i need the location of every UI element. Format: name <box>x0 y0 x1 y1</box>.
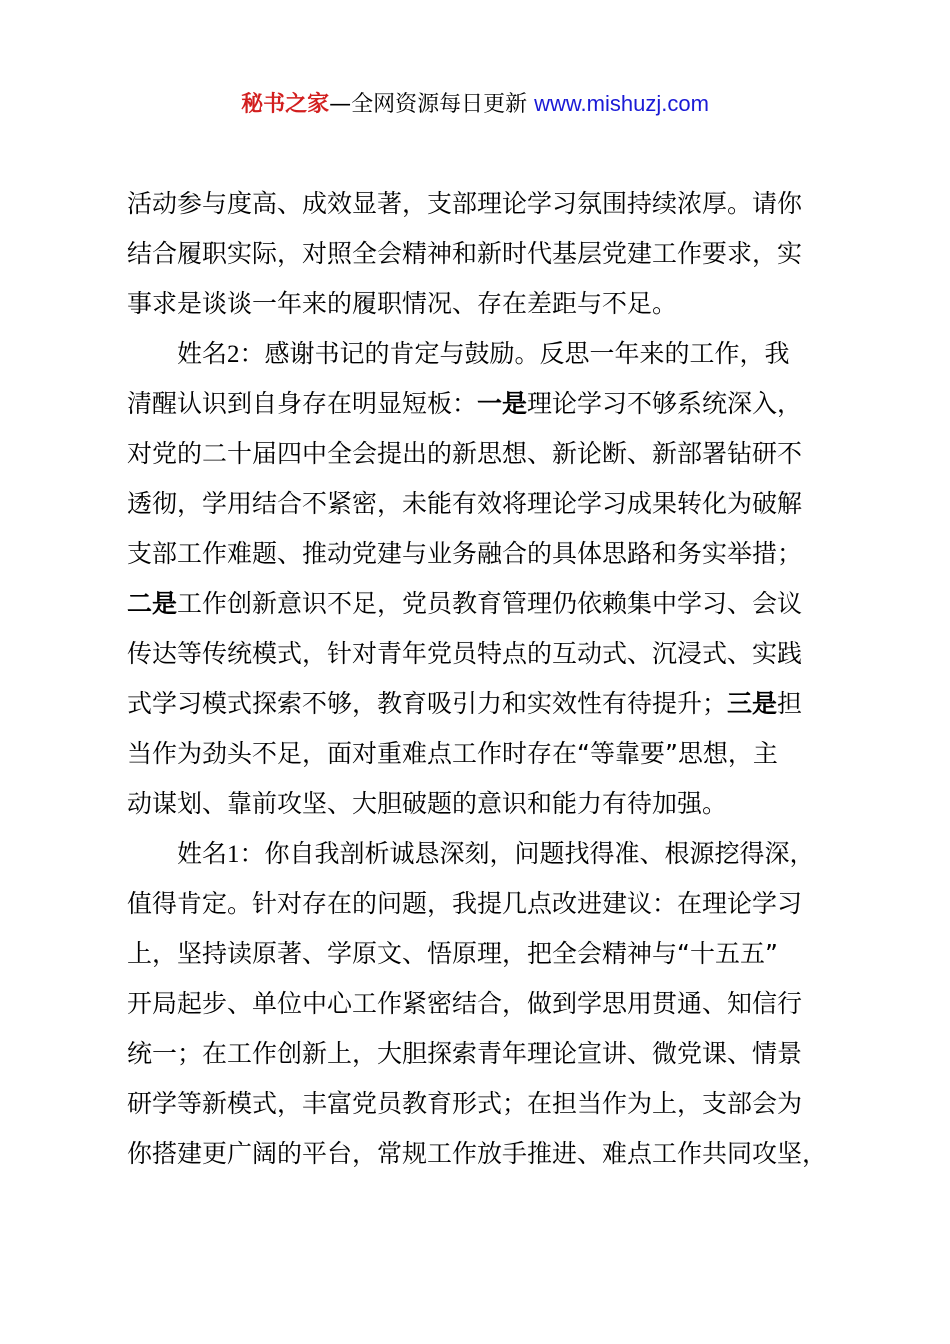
text-line: 支部工作难题、推动党建与业务融合的具体思路和务实举措； <box>127 539 803 568</box>
text-line: 开局起步、单位中心工作紧密结合，做到学思用贯通、知信行 <box>127 989 803 1018</box>
site-header <box>0 88 950 121</box>
speaker-number: 2 <box>227 341 240 368</box>
document-body <box>127 184 832 1184</box>
header-tagline: —全网资源每日更新 <box>329 92 535 117</box>
text-line: 传达等传统模式，针对青年党员特点的互动式、沉浸式、实践 <box>127 639 803 668</box>
text-line: 姓名2：感谢书记的肯定与鼓励。反思一年来的工作，我 <box>177 339 790 368</box>
text-line: 式学习模式探索不够，教育吸引力和实效性有待提升；三是担 <box>127 689 803 718</box>
text-line: 对党的二十届四中全会提出的新思想、新论断、新部署钻研不 <box>127 439 803 468</box>
speaker-name: 姓名 <box>177 839 228 868</box>
paragraph-self-analysis <box>127 334 832 834</box>
point-marker-first: 一是 <box>477 389 528 418</box>
text-line: 值得肯定。针对存在的问题，我提几点改进建议：在理论学习 <box>127 889 803 918</box>
text-line: 上，坚持读原著、学原文、悟原理，把全会精神与“十五五” <box>127 939 778 968</box>
text-line: 结合履职实际，对照全会精神和新时代基层党建工作要求，实 <box>127 239 803 268</box>
text-line: 活动参与度高、成效显著，支部理论学习氛围持续浓厚。请你 <box>127 189 803 218</box>
text-line: 透彻，学用结合不紧密，未能有效将理论学习成果转化为破解 <box>127 489 803 518</box>
paragraph-suggestions <box>127 834 832 1184</box>
brand-name: 秘书之家 <box>241 92 330 117</box>
text-line: 清醒认识到自身存在明显短板：一是理论学习不够系统深入， <box>127 389 803 418</box>
speaker-number: 1 <box>227 841 240 868</box>
text-line: 你搭建更广阔的平台，常规工作放手推进、难点工作共同攻坚， <box>127 1139 828 1168</box>
point-marker-third: 三是 <box>727 689 778 718</box>
paragraph-question <box>127 184 832 334</box>
text-line: 姓名1：你自我剖析诚恳深刻，问题找得准、根源挖得深， <box>177 839 815 868</box>
text-line: 统一；在工作创新上，大胆探索青年理论宣讲、微党课、情景 <box>127 1039 803 1068</box>
site-url-link[interactable]: www.mishuzj.com <box>534 91 709 116</box>
point-marker-second: 二是 <box>127 589 178 618</box>
text-line: 当作为劲头不足，面对重难点工作时存在“等靠要”思想，主 <box>127 739 778 768</box>
text-line: 研学等新模式，丰富党员教育形式；在担当作为上，支部会为 <box>127 1089 803 1118</box>
text-line: 事求是谈谈一年来的履职情况、存在差距与不足。 <box>127 289 678 318</box>
text-line: 动谋划、靠前攻坚、大胆破题的意识和能力有待加强。 <box>127 789 728 818</box>
speaker-name: 姓名 <box>177 339 228 368</box>
text-line: 二是工作创新意识不足，党员教育管理仍依赖集中学习、会议 <box>127 589 803 618</box>
